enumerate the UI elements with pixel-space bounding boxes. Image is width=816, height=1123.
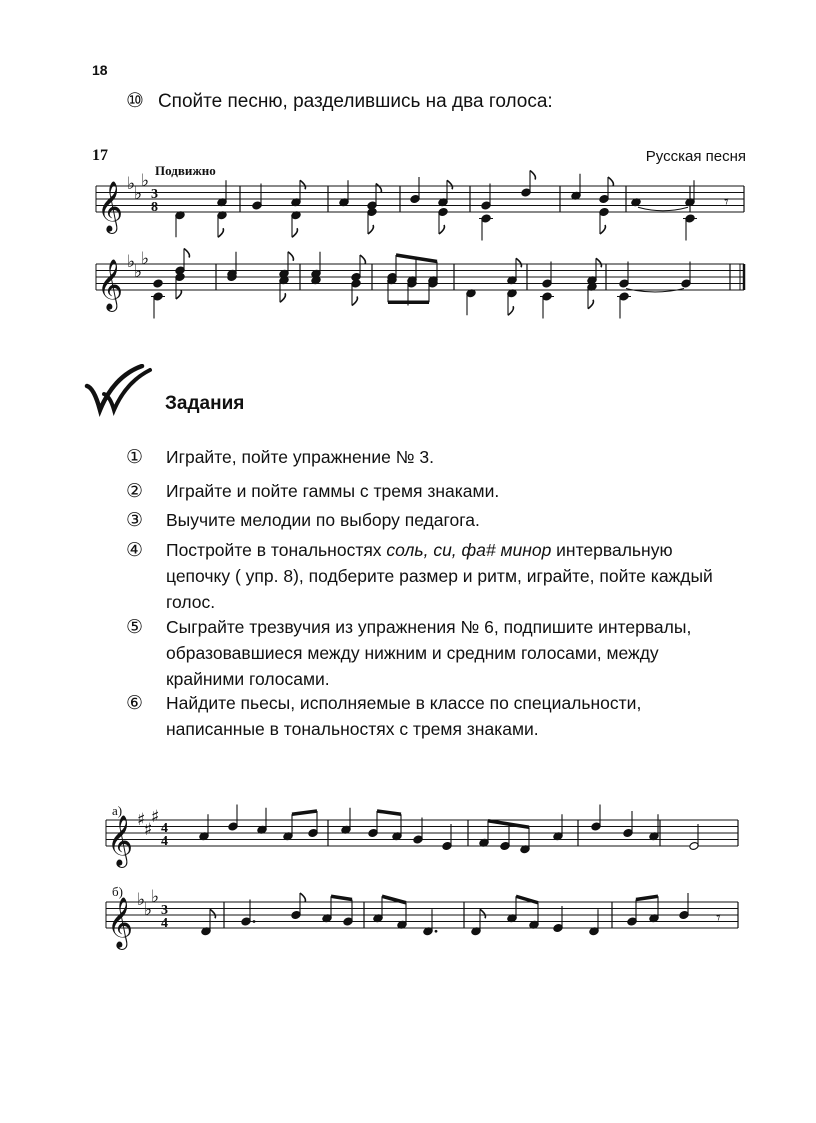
treble-clef: 𝄞 (107, 815, 134, 866)
melody-b-label: б) (112, 884, 123, 899)
note-flag (516, 258, 521, 267)
note-flag (210, 909, 215, 918)
time-signature-bottom: 4 (161, 916, 168, 931)
exercise-10-text: Спойте песню, разделившись на два голоса: (157, 91, 553, 112)
note-flag (508, 306, 513, 315)
note-flag (300, 180, 305, 189)
time-signature-bottom: 8 (151, 200, 158, 215)
task-text (166, 507, 726, 533)
note-dot (253, 920, 256, 923)
note-flag (360, 255, 365, 264)
melody-b-staff (0, 886, 816, 964)
treble-clef: 𝄞 (107, 897, 134, 948)
task-item (126, 690, 726, 742)
tempo-marking: Подвижно (155, 163, 216, 178)
song-source: Русская песня (645, 148, 746, 165)
task-item (126, 507, 726, 533)
song-staff-2 (0, 248, 816, 338)
task-number: ① (126, 446, 144, 468)
exercise-10-number: ⑩ (126, 88, 144, 112)
exercise-10-instruction (126, 88, 553, 113)
flat-sign: ♭ (134, 183, 143, 204)
task-text-part: Играйте, пойте упражнение № 3. (166, 447, 434, 467)
task-text (166, 537, 726, 615)
task-number: ④ (126, 539, 144, 561)
flat-sign: ♭ (127, 252, 136, 272)
note-flag (176, 290, 181, 299)
note-flag (368, 225, 373, 234)
note-flag (292, 228, 297, 237)
note-flag (600, 225, 605, 234)
note-flag (218, 228, 223, 237)
task-item (126, 537, 726, 615)
task-number: ⑥ (126, 692, 144, 714)
eighth-rest: 𝄾 (716, 907, 721, 929)
time-signature-top: 3 (151, 187, 158, 202)
eighth-rest: 𝄾 (724, 191, 729, 213)
task-number: ③ (126, 509, 144, 531)
task-text (166, 478, 726, 504)
task-text (166, 444, 726, 470)
task-item (126, 614, 726, 692)
time-signature-top: 4 (161, 821, 168, 836)
flat-sign: ♭ (134, 261, 143, 282)
note-flag (439, 225, 444, 234)
sharp-sign: ♯ (144, 819, 153, 840)
task-number: ② (126, 480, 144, 502)
note-flag (447, 180, 452, 189)
note-flag (530, 171, 535, 180)
note-tie (638, 207, 688, 211)
note-head (153, 279, 163, 288)
time-signature-top: 3 (161, 903, 168, 918)
note-beam (636, 896, 658, 899)
treble-clef: 𝄞 (97, 259, 124, 310)
treble-clef: 𝄞 (97, 181, 124, 232)
time-signature-bottom: 4 (161, 834, 168, 849)
flat-sign: ♭ (141, 170, 150, 191)
melody-a-staff (0, 806, 816, 882)
task-item (126, 478, 726, 504)
note-flag (280, 293, 285, 302)
double-check-icon (84, 364, 156, 418)
melody-a-label: а) (112, 803, 123, 818)
note-flag (608, 177, 613, 186)
note-beam (331, 896, 352, 899)
note-flag (376, 184, 381, 193)
task-text-part: Играйте и пойте гаммы с тремя знаками. (166, 481, 500, 501)
flat-sign: ♭ (141, 248, 150, 269)
tasks-heading: Задания (165, 393, 245, 414)
piece-number: 17 (92, 147, 108, 164)
task-text-part: Сыграйте трезвучия из упражнения № 6, подпишите интервалы, образовавшиеся между нижним и средним голосами, между крайними голосами. (166, 617, 692, 689)
task-text-part: Выучите мелодии по выбору педагога. (166, 510, 480, 530)
sharp-sign: ♯ (137, 810, 146, 830)
task-text-keys: соль, си, фа# минор (386, 540, 552, 560)
page-number: 18 (92, 62, 108, 78)
task-text (166, 690, 726, 742)
task-text (166, 614, 726, 692)
note-flag (596, 258, 601, 267)
task-text-part: интервальную цепочку ( упр. 8), подберите размер и ритм, играйте, пойте каждый голос. (166, 540, 713, 612)
note-flag (352, 297, 357, 306)
task-number: ⑤ (126, 616, 144, 638)
note-flag (480, 909, 485, 918)
note-beam (377, 811, 401, 814)
note-flag (588, 300, 593, 309)
flat-sign: ♭ (137, 890, 146, 910)
flat-sign: ♭ (151, 886, 160, 907)
note-flag (300, 893, 305, 902)
note-dot (435, 930, 438, 933)
flat-sign: ♭ (144, 899, 153, 920)
sharp-sign: ♯ (151, 806, 160, 827)
task-text-part: Найдите пьесы, исполняемые в классе по специальности, написанные в тональностях с тремя знаками. (166, 693, 642, 739)
task-item (126, 444, 726, 470)
task-text-part: Постройте в тональностях (166, 540, 387, 560)
note-beam (292, 811, 317, 814)
flat-sign: ♭ (127, 174, 136, 194)
note-flag (288, 252, 293, 261)
